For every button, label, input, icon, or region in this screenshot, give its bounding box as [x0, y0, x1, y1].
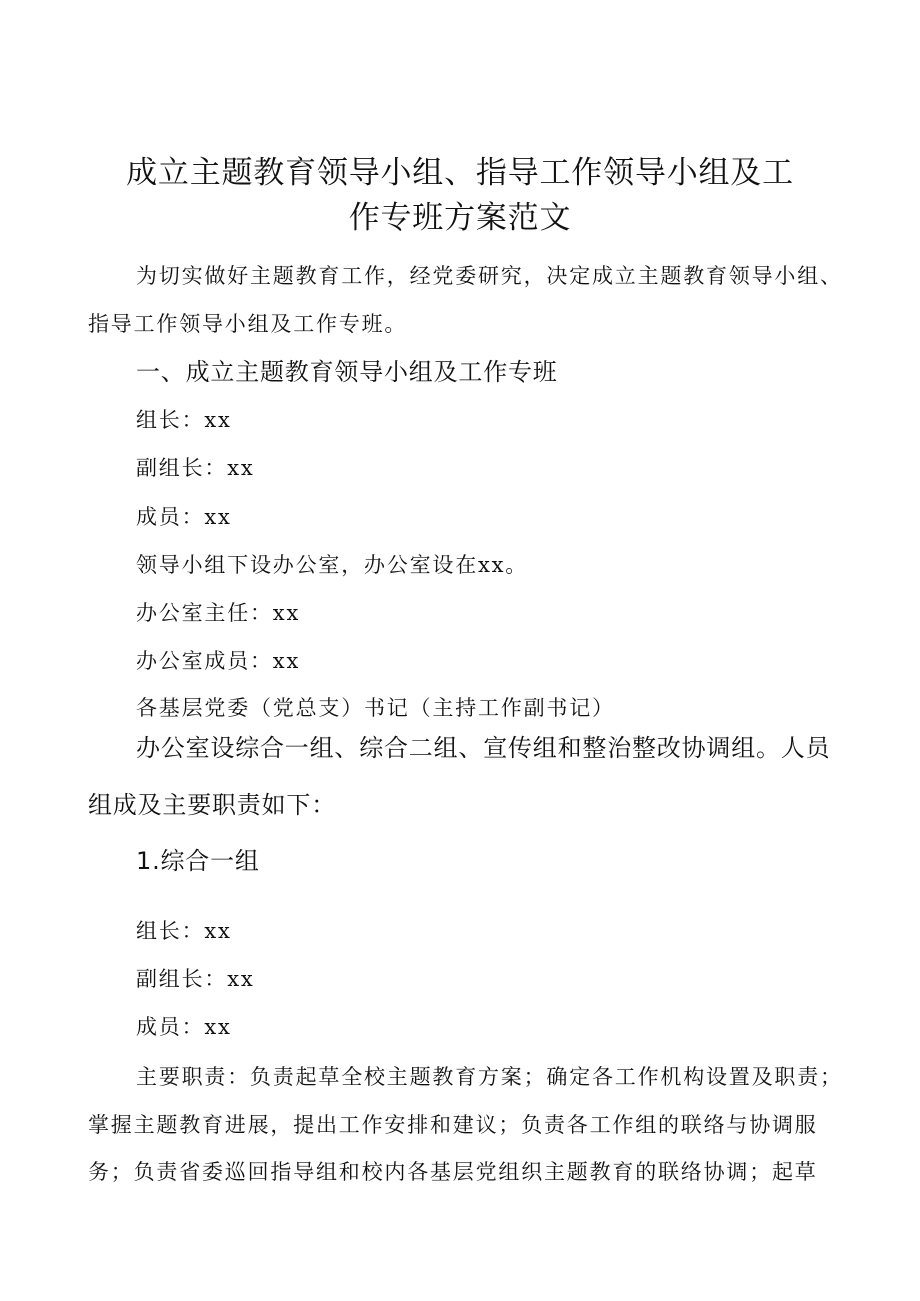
members-line: 成员：xx — [136, 505, 232, 529]
deputy-leader-line: 副组长：xx — [136, 456, 255, 480]
leader-line: 组长：xx — [136, 408, 232, 432]
group-1-leader-line: 组长：xx — [136, 919, 232, 943]
intro-paragraph-line-1: 为切实做好主题教育工作，经党委研究，决定成立主题教育领导小组、 — [136, 264, 843, 288]
office-members-line: 办公室成员：xx — [136, 649, 301, 673]
office-director-line: 办公室主任：xx — [136, 601, 301, 625]
group-1-deputy-leader-line: 副组长：xx — [136, 967, 255, 991]
group-1-duties-line-3: 务；负责省委巡回指导组和校内各基层党组织主题教育的联络协调；起草 — [88, 1160, 818, 1184]
party-secretaries-line: 各基层党委（党总支）书记（主持工作副书记） — [136, 696, 615, 720]
document-title-line-2: 作专班方案范文 — [348, 200, 572, 236]
office-setup-line: 领导小组下设办公室，办公室设在xx。 — [136, 553, 529, 577]
group-1-heading: 1.综合一组 — [136, 847, 260, 875]
office-groups-line-1: 办公室设综合一组、综合二组、宣传组和整治整改协调组。人员 — [136, 734, 831, 762]
group-1-duties-line-1: 主要职责：负责起草全校主题教育方案；确定各工作机构设置及职责； — [136, 1065, 843, 1089]
office-groups-line-2: 组成及主要职责如下： — [88, 791, 336, 819]
intro-paragraph-line-2: 指导工作领导小组及工作专班。 — [88, 312, 408, 336]
group-1-members-line: 成员：xx — [136, 1015, 232, 1039]
group-1-duties-line-2: 掌握主题教育进展，提出工作安排和建议；负责各工作组的联络与协调服 — [88, 1113, 818, 1137]
section-1-heading: 一、成立主题教育领导小组及工作专班 — [136, 358, 558, 386]
document-title-line-1: 成立主题教育领导小组、指导工作领导小组及工 — [126, 155, 794, 191]
